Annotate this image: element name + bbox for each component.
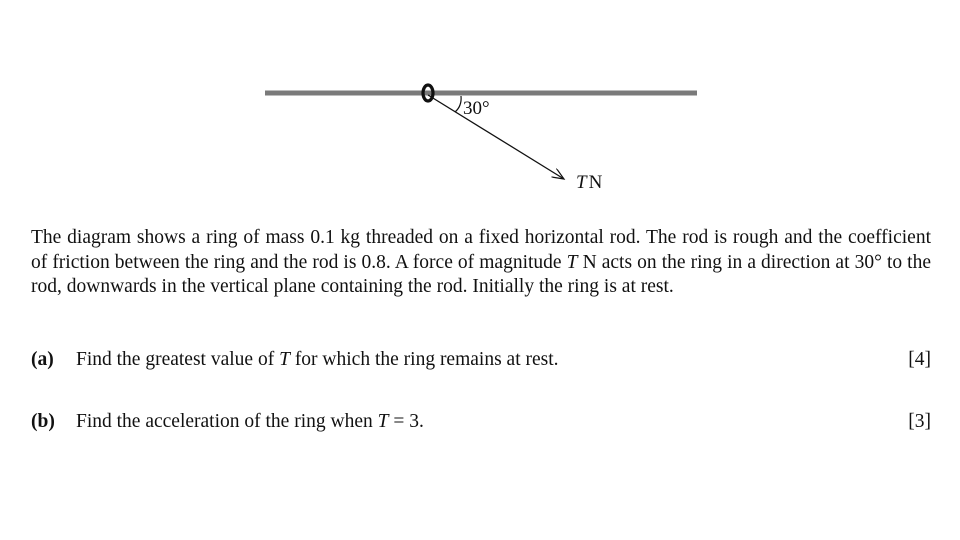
question-part-b — [31, 409, 931, 435]
angle-arc — [455, 96, 461, 112]
force-diagram — [0, 0, 960, 215]
force-arrow — [428, 95, 564, 179]
angle-label: 30° — [463, 98, 490, 119]
question-part-a — [31, 347, 931, 373]
part-b-label: (b) — [31, 411, 55, 432]
part-b-marks: [3] — [908, 411, 931, 432]
force-label-var: T — [576, 172, 587, 193]
question-intro: The diagram shows a ring of mass 0.1 kg threaded on a fixed horizontal rod. The rod is rough and the coefficient of friction between the ring and the rod is 0.8. A force of magnitude T N acts on the ring in a direction at 30° to the rod, downwards in the vertical plane containing the rod. Initially the ring is at rest. — [31, 227, 932, 297]
part-a-marks: [4] — [908, 349, 931, 370]
part-a-label: (a) — [31, 349, 54, 370]
force-label — [576, 172, 603, 193]
part-b-text: Find the acceleration of the ring when T = 3. — [76, 411, 424, 432]
part-a-text: Find the greatest value of T for which the ring remains at rest. — [76, 349, 559, 370]
force-label-unit: N — [588, 172, 603, 193]
